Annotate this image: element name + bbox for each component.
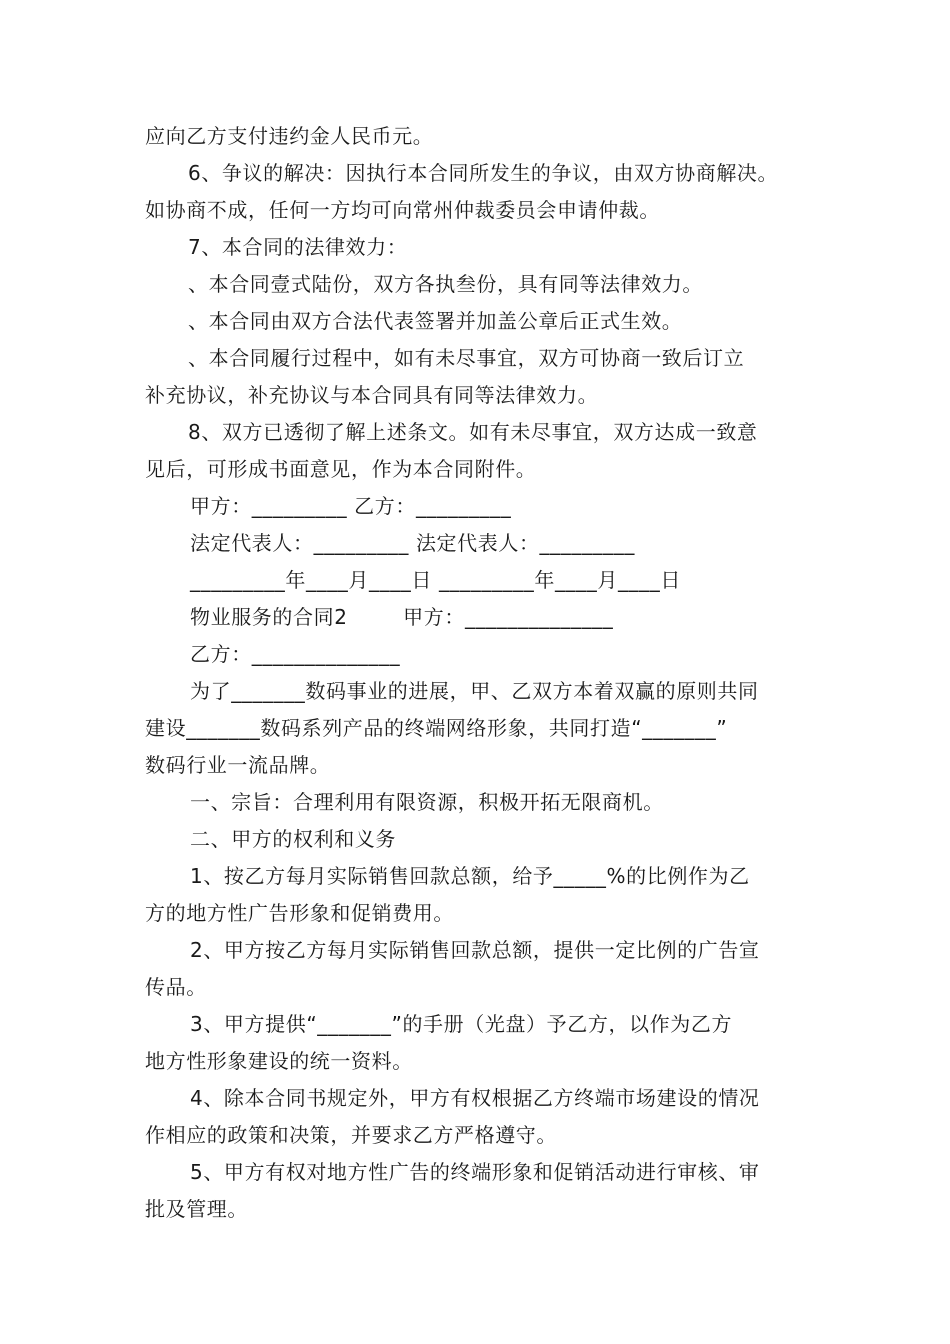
text-line: 批及管理。 <box>145 1197 248 1221</box>
section-title-contract-2: 物业服务的合同2 甲方：______________ <box>190 605 614 629</box>
text-line: 乙方：______________ <box>190 642 401 666</box>
text-line: 2、甲方按乙方每月实际销售回款总额，提供一定比例的广告宣 <box>190 938 760 962</box>
text-line: 二、甲方的权利和义务 <box>190 827 396 851</box>
text-line: 1、按乙方每月实际销售回款总额，给予_____%的比例作为乙 <box>190 864 750 888</box>
text-line: 、本合同壹式陆份，双方各执叁份，具有同等法律效力。 <box>188 272 703 296</box>
text-line: 作相应的政策和决策，并要求乙方严格遵守。 <box>145 1123 557 1147</box>
text-line: 数码行业一流品牌。 <box>145 753 331 777</box>
text-line: 建设_______数码系列产品的终端网络形象，共同打造“_______” <box>145 716 728 740</box>
text-line: 一、宗旨：合理利用有限资源，积极开拓无限商机。 <box>190 790 664 814</box>
text-line: 应向乙方支付违约金人民币元。 <box>145 124 434 148</box>
text-line: 6、争议的解决：因执行本合同所发生的争议，由双方协商解决。 <box>188 161 779 185</box>
text-line: 补充协议，补充协议与本合同具有同等法律效力。 <box>145 383 599 407</box>
text-line: 4、除本合同书规定外，甲方有权根据乙方终端市场建设的情况 <box>190 1086 760 1110</box>
text-line: 、本合同由双方合法代表签署并加盖公章后正式生效。 <box>188 309 683 333</box>
text-line: 方的地方性广告形象和促销费用。 <box>145 901 454 925</box>
text-line: 、本合同履行过程中，如有未尽事宜，双方可协商一致后订立 <box>188 346 745 370</box>
text-line: 7、本合同的法律效力： <box>188 235 408 259</box>
text-line: 见后，可形成书面意见，作为本合同附件。 <box>145 457 537 481</box>
text-line: 3、甲方提供“_______”的手册（光盘）予乙方，以作为乙方 <box>190 1012 733 1036</box>
text-line: 地方性形象建设的统一资料。 <box>145 1049 413 1073</box>
text-line: 8、双方已透彻了解上述条文。如有未尽事宜，双方达成一致意 <box>188 420 758 444</box>
signature-line-parties: 甲方：_________ 乙方：_________ <box>190 494 512 518</box>
text-line: 如协商不成，任何一方均可向常州仲裁委员会申请仲裁。 <box>145 198 660 222</box>
text-line: 为了_______数码事业的进展，甲、乙双方本着双赢的原则共同 <box>190 679 759 703</box>
signature-line-dates: _________年____月____日 _________年____月____日 <box>190 568 681 592</box>
text-line: 5、甲方有权对地方性广告的终端形象和促销活动进行审核、审 <box>190 1160 760 1184</box>
text-line: 传品。 <box>145 975 207 999</box>
signature-line-representatives: 法定代表人：_________ 法定代表人：_________ <box>190 531 635 555</box>
